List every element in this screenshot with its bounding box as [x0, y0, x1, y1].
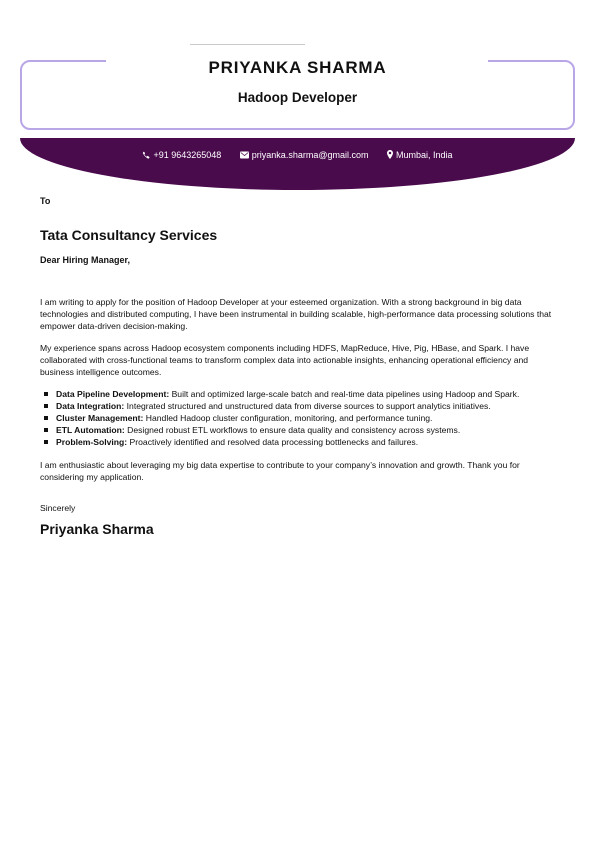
contact-phone[interactable]: [142, 150, 221, 160]
list-item: [40, 388, 555, 400]
phone-icon: [142, 151, 150, 159]
phone-text: +91 9643265048: [153, 149, 222, 160]
bullet-label: Data Integration:: [56, 401, 125, 411]
paragraph-closing: I am enthusiastic about leveraging my big data expertise to contribute to your company’s innovation and growth. Thank you for considering my application.: [40, 460, 520, 482]
bullet-label: Data Pipeline Development:: [56, 389, 170, 399]
map-marker-icon: [387, 150, 393, 159]
list-item: [40, 436, 555, 448]
bullet-label: ETL Automation:: [56, 425, 125, 435]
bullet-text: Proactively identified and resolved data processing bottlenecks and failures.: [127, 437, 419, 447]
paragraph-intro: I am writing to apply for the position of Hadoop Developer at your esteemed organization. With a strong background in big data technologies and distributed computing, I have been instrumental in building scalable, high-performance data processing solutions that empower data-driven decision-making.: [40, 297, 552, 331]
envelope-icon: [240, 151, 249, 159]
location-text: Mumbai, India: [396, 149, 453, 160]
letter-body: [40, 195, 555, 537]
top-divider: [190, 44, 305, 45]
job-title: Hadoop Developer: [237, 90, 358, 105]
list-item: [40, 412, 555, 424]
bullet-label: Problem-Solving:: [56, 437, 128, 447]
bullet-text: Handled Hadoop cluster configuration, monitoring, and performance tuning.: [143, 413, 433, 423]
applicant-name: PRIYANKA SHARMA: [208, 58, 387, 77]
contact-location: [387, 150, 453, 160]
to-label: To: [40, 196, 51, 206]
salutation: Dear Hiring Manager,: [40, 255, 131, 265]
list-item: [40, 424, 555, 436]
email-text: priyanka.sharma@gmail.com: [251, 149, 369, 160]
bullet-text: Integrated structured and unstructured data from diverse sources to support analytics initiatives.: [124, 401, 491, 411]
contact-email[interactable]: [240, 150, 369, 160]
bullet-text: Built and optimized large-scale batch and real-time data pipelines using Hadoop and Spark.: [169, 389, 520, 399]
paragraph-experience: My experience spans across Hadoop ecosystem components including HDFS, MapReduce, Hive, Pig, HBase, and Spark. I have collaborated with cross-functional teams to transform complex data into actionable insights, enhancing operational efficiency and business intelligence outcomes.: [40, 343, 530, 377]
signature-name: Priyanka Sharma: [40, 521, 154, 537]
contact-info: [0, 149, 595, 160]
closing-word: Sincerely: [40, 503, 76, 513]
company-name: Tata Consultancy Services: [40, 227, 218, 243]
skills-list: [40, 388, 555, 448]
contact-band: [20, 138, 575, 190]
bullet-label: Cluster Management:: [56, 413, 144, 423]
list-item: [40, 400, 555, 412]
bullet-text: Designed robust ETL workflows to ensure data quality and consistency across systems.: [124, 425, 461, 435]
